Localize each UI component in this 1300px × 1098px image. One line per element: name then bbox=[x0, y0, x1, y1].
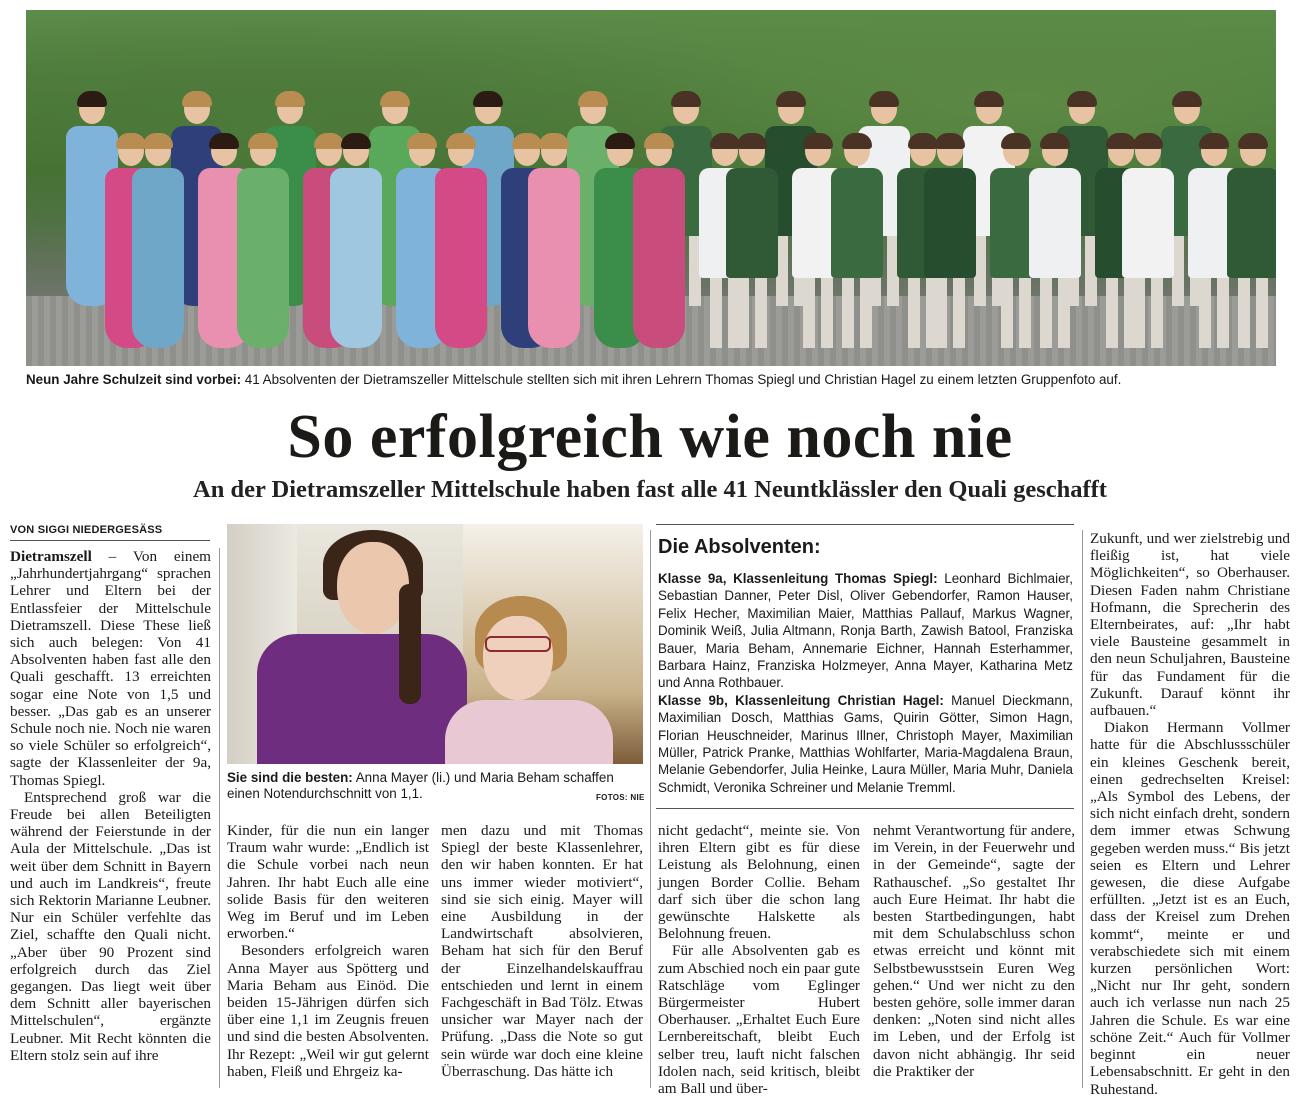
photo-figure-left-braid bbox=[399, 584, 421, 704]
class-9a-names: Leonhard Bichlmaier, Sebastian Danner, Peter Disl, Oliver Gebendorfer, Ramon Hauser, Felix Hecher, Maximilian Maier, Matthias Pallauf, Markus Wagner, Dominik Weiß, Julia Altmann, Ronja Barth, Zawish Batool, Franziska Bauer, Maria Beham, Annemarie Eichner, Hannah Esterhammer, Barbara Hainz, Franziska Holzmeyer, Anna Mayer, Katharina Metz und Anna Rothbauer. bbox=[658, 571, 1073, 691]
photo-person bbox=[1029, 136, 1081, 348]
photo-person bbox=[237, 136, 289, 348]
article-paragraph: Zukunft, und wer zielstrebig und fleißig ist, hat viele Möglichkeiten“, so Oberhauser. Diesen Faden nahm Christiane Hofmann, die Sprecherin des Elternbeirates, auf: „Ihr habt viele Bausteine gesammelt in den neun Schuljahren, Bausteine für das Fundament für die Zukunft. Darauf könnt ihr aufbauen.“ bbox=[1090, 530, 1290, 720]
byline: VON SIGGI NIEDERGESÄSS bbox=[10, 524, 163, 536]
article-column-2 bbox=[227, 822, 429, 1080]
group-photo-caption-text: 41 Absolventen der Dietramszeller Mittelschule stellten sich mit ihren Lehrern Thomas Spiegl und Christian Hagel zu einem letzten Gruppenfoto auf. bbox=[241, 372, 1122, 387]
photo-person bbox=[132, 136, 184, 348]
article-paragraph: Besonders erfolgreich waren Anna Mayer aus Spötterg und Maria Beham aus Einöd. Die beiden 15-Jährigen dürfen sich über eine 1,1 im Zeugnis freuen und sind die besten Absolventen. Ihr Rezept: „Weil wir gut gelernt haben, Fleiß und Ehrgeiz ka- bbox=[227, 942, 429, 1080]
article-paragraph: nehmt Verantwortung für andere, im Verein, in der Feuerwehr und in der Gemeinde“, sagte der Rathauschef. „So gestaltet Ihr auch Eure Heimat. Ihr habt die besten Startbedingungen, habt mit dem Schulabschluss schon etwas erreicht und könnt mit Selbstbewusstsein Euren Weg gehen.“ Und wer nicht zu den besten gehöre, solle immer daran denken: „Noten sind nicht alles im Leben, und der Erfolg ist davon nicht abhängig. Ihr seid die Praktiker der bbox=[873, 822, 1075, 1080]
subheadline: An der Dietramszeller Mittelschule haben fast alle 41 Neuntklässler den Quali geschafft bbox=[193, 476, 1107, 503]
group-photo-caption-lead: Neun Jahre Schulzeit sind vorbei: bbox=[26, 372, 242, 387]
graduates-photo bbox=[227, 524, 643, 764]
article-paragraph: nicht gedacht“, meinte sie. Von ihren Eltern gibt es für diese Leistung als Belohnung, einen jungen Border Collie. Beham darf sich über die schon lang gewünschte Halskette als Belohnung freuen. bbox=[658, 822, 860, 943]
article-paragraph: Kinder, für die nun ein langer Traum wahr wurde: „Endlich ist die Schule vorbei nach neun Jahren. Ihr habt Euch alle eine solide Basis für den weiteren Weg im Beruf und im Leben erworben.“ bbox=[227, 822, 429, 943]
paragraph-text: – Von einem „Jahrhundertjahrgang“ sprachen Lehrer und Eltern bei der Entlassfeier der Mittelschule Dietramszell. Diese These ließ sich auch belegen: Von 41 Absolventen haben fast alle den Quali geschafft. 13 erreichten sogar eine Note von 1,5 und besser. „Das gab es an unserer Schule noch nie. Noch nie waren so viele Schüler so erfolgreich“, sagte der Klassenleiter der 9a, Thomas Spiegl. bbox=[10, 548, 211, 789]
info-box-title: Die Absolventen: bbox=[658, 536, 821, 558]
photo-credit: FOTOS: NIE bbox=[596, 793, 645, 802]
graduates-photo-caption bbox=[227, 770, 643, 802]
info-box-top-rule bbox=[656, 524, 1074, 525]
article-paragraph: Diakon Hermann Vollmer hatte für die Abschlussschüler ein kleines Geschenk bereit, einen gedrechselten Kreisel: „Als Symbol des Lebens, der sich nicht einfach dreht, sondern dem immer etwas Schwung gegeben werden muss.“ Bis jetzt seien es Eltern und Lehrer gewesen, die diese Aufgabe erfüllten. „Jetzt ist es an Euch, dass der Kreisel zum Drehen kommt“, meinte er und verabschiedete sich mit einem kurzen persönlichen Wort: „Nicht nur Ihr geht, sondern auch ich verlasse nun nach 25 Jahren die Schule. Es war eine schöne Zeit.“ Auch für Vollmer beginnt ein neuer Lebensabschnitt. Er geht in den Ruhestand. bbox=[1090, 719, 1290, 1098]
photo-person bbox=[330, 136, 382, 348]
graduates-caption-lead: Sie sind die besten: bbox=[227, 770, 353, 785]
class-9b-label: Klasse 9b, Klassenleitung Christian Hagel: bbox=[658, 692, 944, 708]
class-9b-entry bbox=[658, 692, 1073, 796]
photo-person bbox=[831, 136, 883, 348]
photo-figure-right-dress bbox=[445, 700, 613, 764]
column-divider bbox=[219, 548, 220, 1088]
article-paragraph: Entsprechend groß war die Freude bei allen Beteiligten während der Feierstunde in der Aula der Mittelschule. „Das ist weit über dem Schnitt in Bayern und auch im Landkreis“, freute sich Rektorin Marianne Leubner. Nur ein Schüler verfehlte das Ziel, schaffte den Quali nicht. „Aber über 90 Prozent sind erfolgreich durch das Ziel gegangen. Das liegt weit über dem Schnitt aller bayerischen Mittelschulen“, ergänzte Leubner. Mit Recht könnten die Eltern stolz sein auf ihre bbox=[10, 788, 211, 1064]
graduates-caption-text: Anna Mayer (li.) und Maria Beham schaffen einen Notendurchschnitt von 1,1. bbox=[227, 770, 614, 801]
group-photo bbox=[26, 10, 1276, 366]
article-paragraph: men dazu und mit Thomas Spiegl der beste Klassenlehrer, den wir haben konnten. Er hat uns immer wieder motiviert“, sind sie sich einig. Mayer will eine Ausbildung in der Landwirtschaft absolvieren, Beham hat sich für den Beruf der Einzelhandelskauffrau entschieden und lernt in einem Fachgeschäft in Bad Tölz. Etwas unsicher war Mayer nach der Prüfung. „Dass die Note so gut sein würde war doch eine kleine Überraschung. Das hätte ich bbox=[441, 822, 643, 1080]
byline-divider bbox=[10, 540, 210, 541]
class-9b-names: Manuel Dieckmann, Maximilian Dosch, Matthias Gams, Quirin Götter, Simon Hagn, Florian Heuschneider, Marinus Illner, Christoph Mayer, Maximilian Müller, Patrick Pranke, Matthias Wohlfarter, Maria-Magdalena Braun, Melanie Gebendorfer, Julia Heinke, Laura Müller, Maria Muhr, Daniela Schmidt, Veronika Schreiner und Melanie Tremml. bbox=[658, 692, 1073, 795]
photo-person bbox=[633, 136, 685, 348]
article-paragraph bbox=[10, 548, 211, 789]
photo-person bbox=[528, 136, 580, 348]
photo-person bbox=[726, 136, 778, 348]
dateline: Dietramszell bbox=[10, 548, 92, 565]
article-column-6 bbox=[1090, 530, 1290, 1098]
class-9a-entry bbox=[658, 570, 1073, 692]
info-box-text bbox=[658, 570, 1073, 796]
article-column-4 bbox=[658, 822, 860, 1097]
article-column-5 bbox=[873, 822, 1075, 1080]
photo-person bbox=[1122, 136, 1174, 348]
photo-person bbox=[1227, 136, 1276, 348]
photo-figure-right-glasses bbox=[485, 636, 551, 652]
class-9a-label: Klasse 9a, Klassenleitung Thomas Spiegl: bbox=[658, 571, 938, 586]
headline: So erfolgreich wie noch nie bbox=[287, 403, 1013, 471]
photo-person bbox=[924, 136, 976, 348]
photo-person bbox=[435, 136, 487, 348]
info-box-bottom-rule bbox=[656, 808, 1074, 809]
article-column-3 bbox=[441, 822, 643, 1080]
photo-figure-left-dress bbox=[257, 634, 467, 764]
article-paragraph: Für alle Absolventen gab es zum Abschied noch ein paar gute Ratschläge vom Eglinger Bürgermeister Hubert Oberhauser. „Erhaltet Euch Eure Lernbereitschaft, bleibt Euch selber treu, lauft nicht falschen Idolen nach, seid kritisch, bleibt am Ball und über- bbox=[658, 942, 861, 1098]
group-photo-caption bbox=[26, 372, 1286, 387]
column-divider bbox=[1082, 530, 1083, 1088]
article-column-1 bbox=[10, 548, 211, 1064]
photo-figure-right-face bbox=[483, 616, 553, 700]
column-divider bbox=[650, 530, 651, 1088]
